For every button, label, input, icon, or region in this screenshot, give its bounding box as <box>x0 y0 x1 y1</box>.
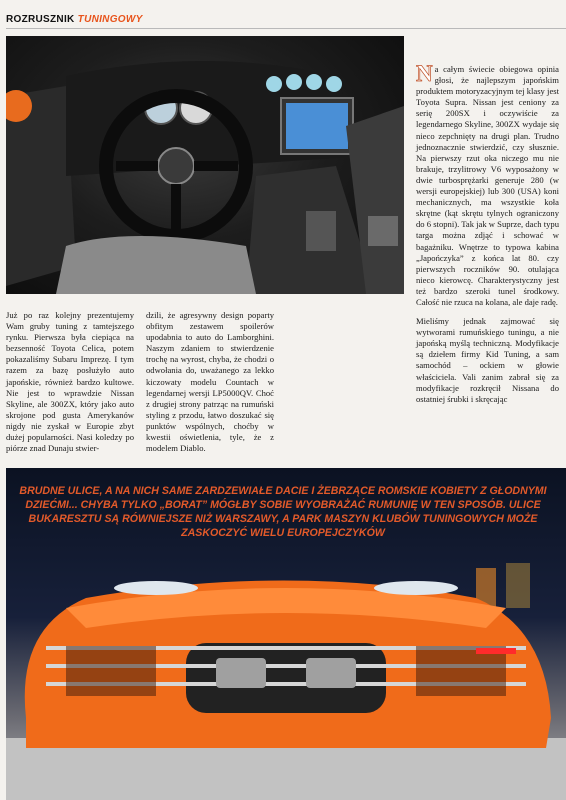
article-left-column <box>6 310 134 454</box>
photo-caption: BRUDNE ULICE, A NA NICH SAME ZARDZEWIAŁE DACIE I ŻEBRZĄCE ROMSKIE KOBIETY Z GŁODNYMI DZIEĆMI... CHYBA TYLKO „BORAT” MÓGŁBY SOBIE WYOBRAŻAĆ RUMUNIĘ W TEN SPOSÓB. ULICE BUKARESZTU SĄ RÓWNIEJSZE NIŻ WARSZAWY, A PARK MASZYN KLUBÓW TUNINGOWYCH MOŻE ZASKOCZYĆ WIELU EUROPEJCZYKÓW <box>19 485 547 539</box>
paragraph-text: dzili, że agresywny design poparty obfitym zestawem spoilerów upodabnia to auto do Lamborghini. Naszym zdaniem to stwierdzenie trochę na wyrost, chyba, że chodzi o odwołania do, uważanego za lekko kiczowaty modelu Countach w legendarnej wersji LP5000QV. Choć z drugiej strony patrząc na rumuński styling z przodu, łatwo doszukać się punktów wspólnych, choćby w kwestii oświetlenia, tyle, że z modelem Diablo. <box>146 310 274 454</box>
section-title <box>6 14 143 25</box>
car-interior-photo <box>6 36 404 294</box>
drop-cap: N <box>416 61 433 86</box>
paragraph-text: a całym świecie obiegowa opinia głosi, że najlepszym japońskim produktem motoryzacyjnym tej klasy jest Toyota Supra. Nissan jest ceniony za serię 200SX i oczywiście za legendarnego Skyline, 300ZX wydaje się nieco zepchnięty na drugi plan. Trudno jednoznacznie stwierdzić, czy słusznie. Na pierwszy rzut oka niczego mu nie brakuje, trzylitrowy V6 wyposażony w dwie turbosprężarki generuje 280 (w wersji europejskiej) lub 300 (USA) koni mechanicznych, ma wszystkie koła skrętne (kąt skrętu tylnych ograniczony do 6 stopni). Tak jak w Suprze, dach typu targa można zdjąć i schować w bagażniku. Wnętrze to typowa kabina „Japończyka” z końca lat 80. czy pierwszych roczników 90. otulająca nieco kierowcę. Charakterystyczny jest też bardzo szeroki tunel środkowy. Całość nie rzuca na kolana, ale daje radę. <box>416 64 559 307</box>
section-title-word2: TUNINGOWY <box>77 14 143 25</box>
article-middle-column <box>146 310 274 454</box>
paragraph-text: Mieliśmy jednak zajmować się wytworami rumuńskiego tuningu, a nie japońską myślą techniczną. Modyfikacje są dziełem firmy Kid Tuning, a sam samochód – ockiem w głowie właściciela. Vali zanim zabrał się za modyfikacje rozkręcił Nissana do ostatniej śrubki i skręcając <box>416 316 559 404</box>
paragraph <box>146 310 274 454</box>
article-right-column <box>416 61 559 405</box>
paragraph-text: Już po raz kolejny prezentujemy Wam gruby tuning z tamtejszego rynku. Pierwsza była ciepiąca na bezsenność Toyota Celica, potem pokazaliśmy Subaru Imprezę. I tym razem za bazę posłużyło auto japońskie, również bardzo kultowe. Nie jest to wprawdzie Nissan Skyline, ale 300ZX, który jako auto skrojone pod gusta Amerykanów nigdy nie zyskał w Europie zbyt dużej popularności. Nasi koledzy po piórze znad Dunaju stwier- <box>6 310 134 454</box>
paragraph <box>416 61 559 308</box>
page-header <box>0 0 566 30</box>
paragraph <box>416 316 559 405</box>
header-rule <box>6 28 566 29</box>
interior-illustration <box>6 36 404 294</box>
paragraph <box>6 310 134 454</box>
section-title-word1: ROZRUSZNIK <box>6 14 75 25</box>
